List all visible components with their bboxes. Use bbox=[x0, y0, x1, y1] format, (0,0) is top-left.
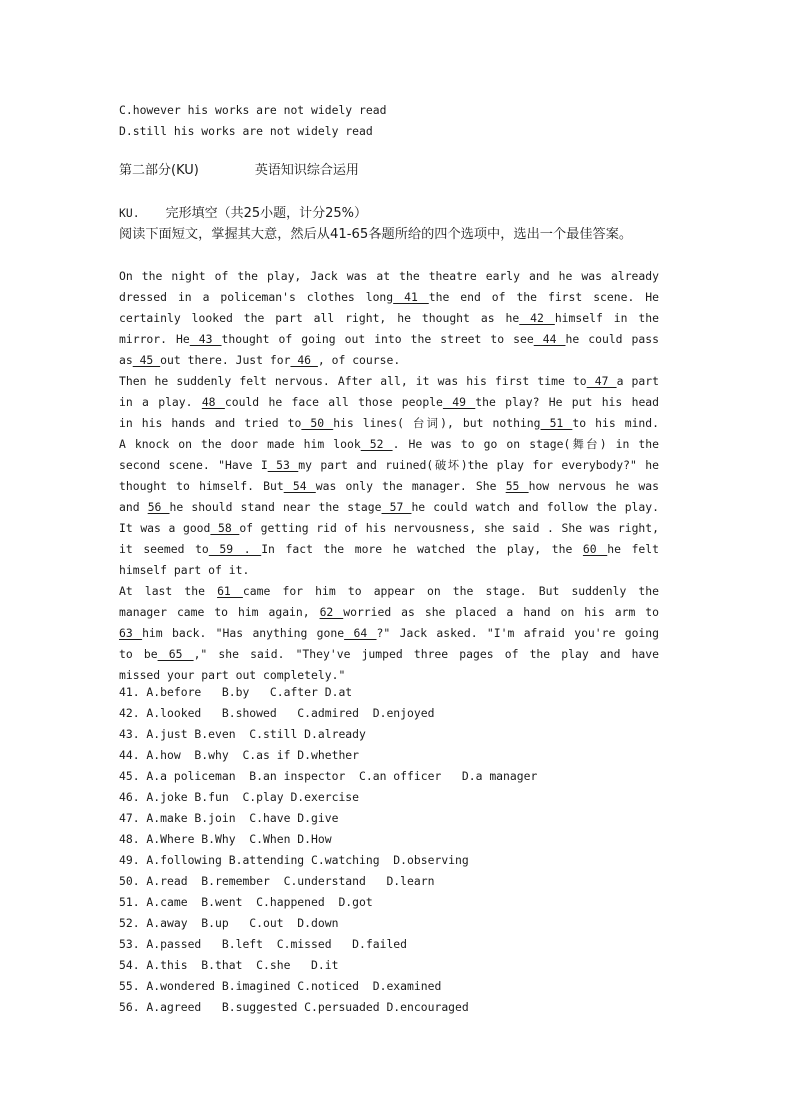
passage-text: in a play. bbox=[119, 395, 202, 409]
passage-text: out there. Just for bbox=[160, 353, 291, 367]
passage-text: how nervous he was bbox=[528, 479, 659, 493]
passage-text: came for him to appear on the stage. But suddenly the bbox=[242, 584, 659, 598]
passage-line bbox=[119, 623, 659, 644]
passage-text: to be bbox=[119, 647, 158, 661]
answer-option-line: 41. A.before B.by C.after D.at bbox=[119, 685, 353, 699]
passage-line bbox=[119, 434, 659, 455]
passage-text: thought to himself. But bbox=[119, 479, 284, 493]
passage-line bbox=[119, 518, 659, 539]
answer-option-line: 47. A.make B.join C.have D.give bbox=[119, 811, 339, 825]
blank-number: 59 . bbox=[208, 542, 262, 556]
passage-line bbox=[119, 413, 659, 434]
blank-number: 63 bbox=[119, 626, 143, 640]
passage-text: . He was to go on stage(舞台) in the bbox=[392, 437, 660, 451]
passage-text: a part bbox=[616, 374, 659, 388]
answer-option-line: 44. A.how B.why C.as if D.whether bbox=[119, 748, 360, 762]
passage-line bbox=[119, 266, 659, 287]
blank-number: 54 bbox=[283, 479, 316, 493]
answer-option-line: 43. A.just B.even C.still D.already bbox=[119, 727, 366, 741]
blank-number: 64 bbox=[344, 626, 377, 640]
question-heading bbox=[119, 203, 659, 245]
passage-text: himself part of it. bbox=[119, 563, 250, 577]
passage-text: ?" Jack asked. "I'm afraid you're going bbox=[376, 626, 659, 640]
passage-text: On the night of the play, Jack was at the theatre early and he was already bbox=[119, 269, 659, 283]
blank-number: 61 bbox=[217, 584, 243, 598]
passage-text: as bbox=[119, 353, 133, 367]
passage-line bbox=[119, 455, 659, 476]
passage-text: It was a good bbox=[119, 521, 211, 535]
option-line: D.still his works are not widely read bbox=[119, 124, 373, 138]
passage-text: dressed in a policeman's clothes long bbox=[119, 290, 394, 304]
passage-line bbox=[119, 644, 659, 665]
blank-number: 55 bbox=[505, 479, 529, 493]
blank-number: 62 bbox=[319, 605, 344, 619]
passage-line bbox=[119, 476, 659, 497]
answer-option-line: 45. A.a policeman B.an inspector C.an officer D.a manager bbox=[119, 769, 538, 783]
answer-option-line: 52. A.away B.up C.out D.down bbox=[119, 916, 339, 930]
blank-number: 49 bbox=[442, 395, 476, 409]
passage-text: himself in the bbox=[554, 311, 660, 325]
blank-number: 43 bbox=[189, 332, 222, 346]
answer-option-line: 55. A.wondered B.imagined C.noticed D.examined bbox=[119, 979, 442, 993]
blank-number: 50 bbox=[301, 416, 334, 430]
blank-number: 51 bbox=[540, 416, 573, 430]
passage-text: the end of the first scene. He bbox=[428, 290, 659, 304]
blank-number: 57 bbox=[381, 500, 412, 514]
passage-text: he could watch and follow the play. bbox=[411, 500, 659, 514]
passage-text: Then he suddenly felt nervous. After all, it was his first time to bbox=[119, 374, 587, 388]
blank-number: 56 bbox=[147, 500, 170, 514]
passage-line bbox=[119, 392, 659, 413]
passage-line bbox=[119, 287, 659, 308]
question-instruction: 阅读下面短文，掌握其大意，然后从41-65各题所给的四个选项中，选出一个最佳答案。 bbox=[119, 227, 633, 242]
passage-text: it seemed to bbox=[119, 542, 209, 556]
answer-option-line: 42. A.looked B.showed C.admired D.enjoyed bbox=[119, 706, 435, 720]
answer-option-line: 50. A.read B.remember C.understand D.learn bbox=[119, 874, 435, 888]
blank-number: 48 bbox=[201, 395, 225, 409]
previous-question-options bbox=[119, 100, 659, 142]
option-line: C.however his works are not widely read bbox=[119, 103, 387, 117]
passage-line bbox=[119, 539, 659, 560]
section-part-label: 第二部分(KU) bbox=[119, 163, 199, 178]
passage-text: missed your part out completely." bbox=[119, 668, 346, 682]
answer-option-line: 51. A.came B.went C.happened D.got bbox=[119, 895, 373, 909]
passage-text: he should stand near the stage bbox=[169, 500, 382, 514]
passage-text: the play? He put his head bbox=[475, 395, 660, 409]
passage-text: certainly looked the part all right, he thought as he bbox=[119, 311, 520, 325]
answer-option-line: 54. A.this B.that C.she D.it bbox=[119, 958, 339, 972]
passage-line bbox=[119, 350, 659, 371]
passage-text: and bbox=[119, 500, 148, 514]
answer-option-line: 56. A.agreed B.suggested C.persuaded D.encouraged bbox=[119, 1000, 469, 1014]
cloze-passage bbox=[119, 266, 659, 686]
passage-line bbox=[119, 329, 659, 350]
passage-line bbox=[119, 308, 659, 329]
passage-text: At last the bbox=[119, 584, 218, 598]
passage-text: ," she said. "They've jumped three pages of the play and have bbox=[193, 647, 659, 661]
passage-text: In fact the more he watched the play, the bbox=[261, 542, 583, 556]
passage-text: he felt bbox=[607, 542, 659, 556]
answer-option-line: 49. A.following B.attending C.watching D.observing bbox=[119, 853, 469, 867]
passage-text: was only the manager. She bbox=[315, 479, 506, 493]
passage-text: A knock on the door made him look bbox=[119, 437, 361, 451]
passage-text: he could pass bbox=[565, 332, 659, 346]
question-code: KU. bbox=[119, 206, 140, 220]
passage-line bbox=[119, 560, 659, 581]
passage-text: , of course. bbox=[317, 353, 401, 367]
passage-text: of getting rid of his nervousness, she said . She was right, bbox=[239, 521, 659, 535]
passage-text: my part and ruined(破坏)the play for everybody?" he bbox=[298, 458, 659, 472]
passage-text: mirror. He bbox=[119, 332, 190, 346]
section-heading bbox=[119, 160, 659, 181]
passage-line bbox=[119, 497, 659, 518]
section-title: 英语知识综合运用 bbox=[254, 163, 359, 178]
passage-text: to his mind. bbox=[572, 416, 660, 430]
blank-number: 45 bbox=[132, 353, 161, 367]
passage-text: could he face all those people bbox=[224, 395, 443, 409]
passage-text: his lines( 台词), but nothing bbox=[333, 416, 541, 430]
passage-text: him back. "Has anything gone bbox=[142, 626, 345, 640]
passage-text: worried as she placed a hand on his arm to bbox=[343, 605, 659, 619]
blank-number: 42 bbox=[519, 311, 555, 325]
answer-options bbox=[119, 682, 659, 1018]
blank-number: 53 bbox=[267, 458, 299, 472]
passage-text: second scene. "Have I bbox=[119, 458, 268, 472]
blank-number: 52 bbox=[360, 437, 393, 451]
question-title: 完形填空（共25小题，计分25%） bbox=[165, 206, 368, 221]
answer-option-line: 48. A.Where B.Why C.When D.How bbox=[119, 832, 332, 846]
passage-line bbox=[119, 371, 659, 392]
blank-number: 60 bbox=[582, 542, 608, 556]
blank-number: 46 bbox=[290, 353, 318, 367]
blank-number: 47 bbox=[586, 374, 617, 388]
answer-option-line: 53. A.passed B.left C.missed D.failed bbox=[119, 937, 408, 951]
passage-line bbox=[119, 602, 659, 623]
blank-number: 44 bbox=[533, 332, 566, 346]
passage-text: manager came to him again, bbox=[119, 605, 320, 619]
answer-option-line: 46. A.joke B.fun C.play D.exercise bbox=[119, 790, 360, 804]
blank-number: 41 bbox=[393, 290, 429, 304]
blank-number: 58 bbox=[210, 521, 240, 535]
passage-line bbox=[119, 581, 659, 602]
blank-number: 65 bbox=[157, 647, 194, 661]
passage-text: thought of going out into the street to see bbox=[221, 332, 534, 346]
passage-text: in his hands and tried to bbox=[119, 416, 302, 430]
